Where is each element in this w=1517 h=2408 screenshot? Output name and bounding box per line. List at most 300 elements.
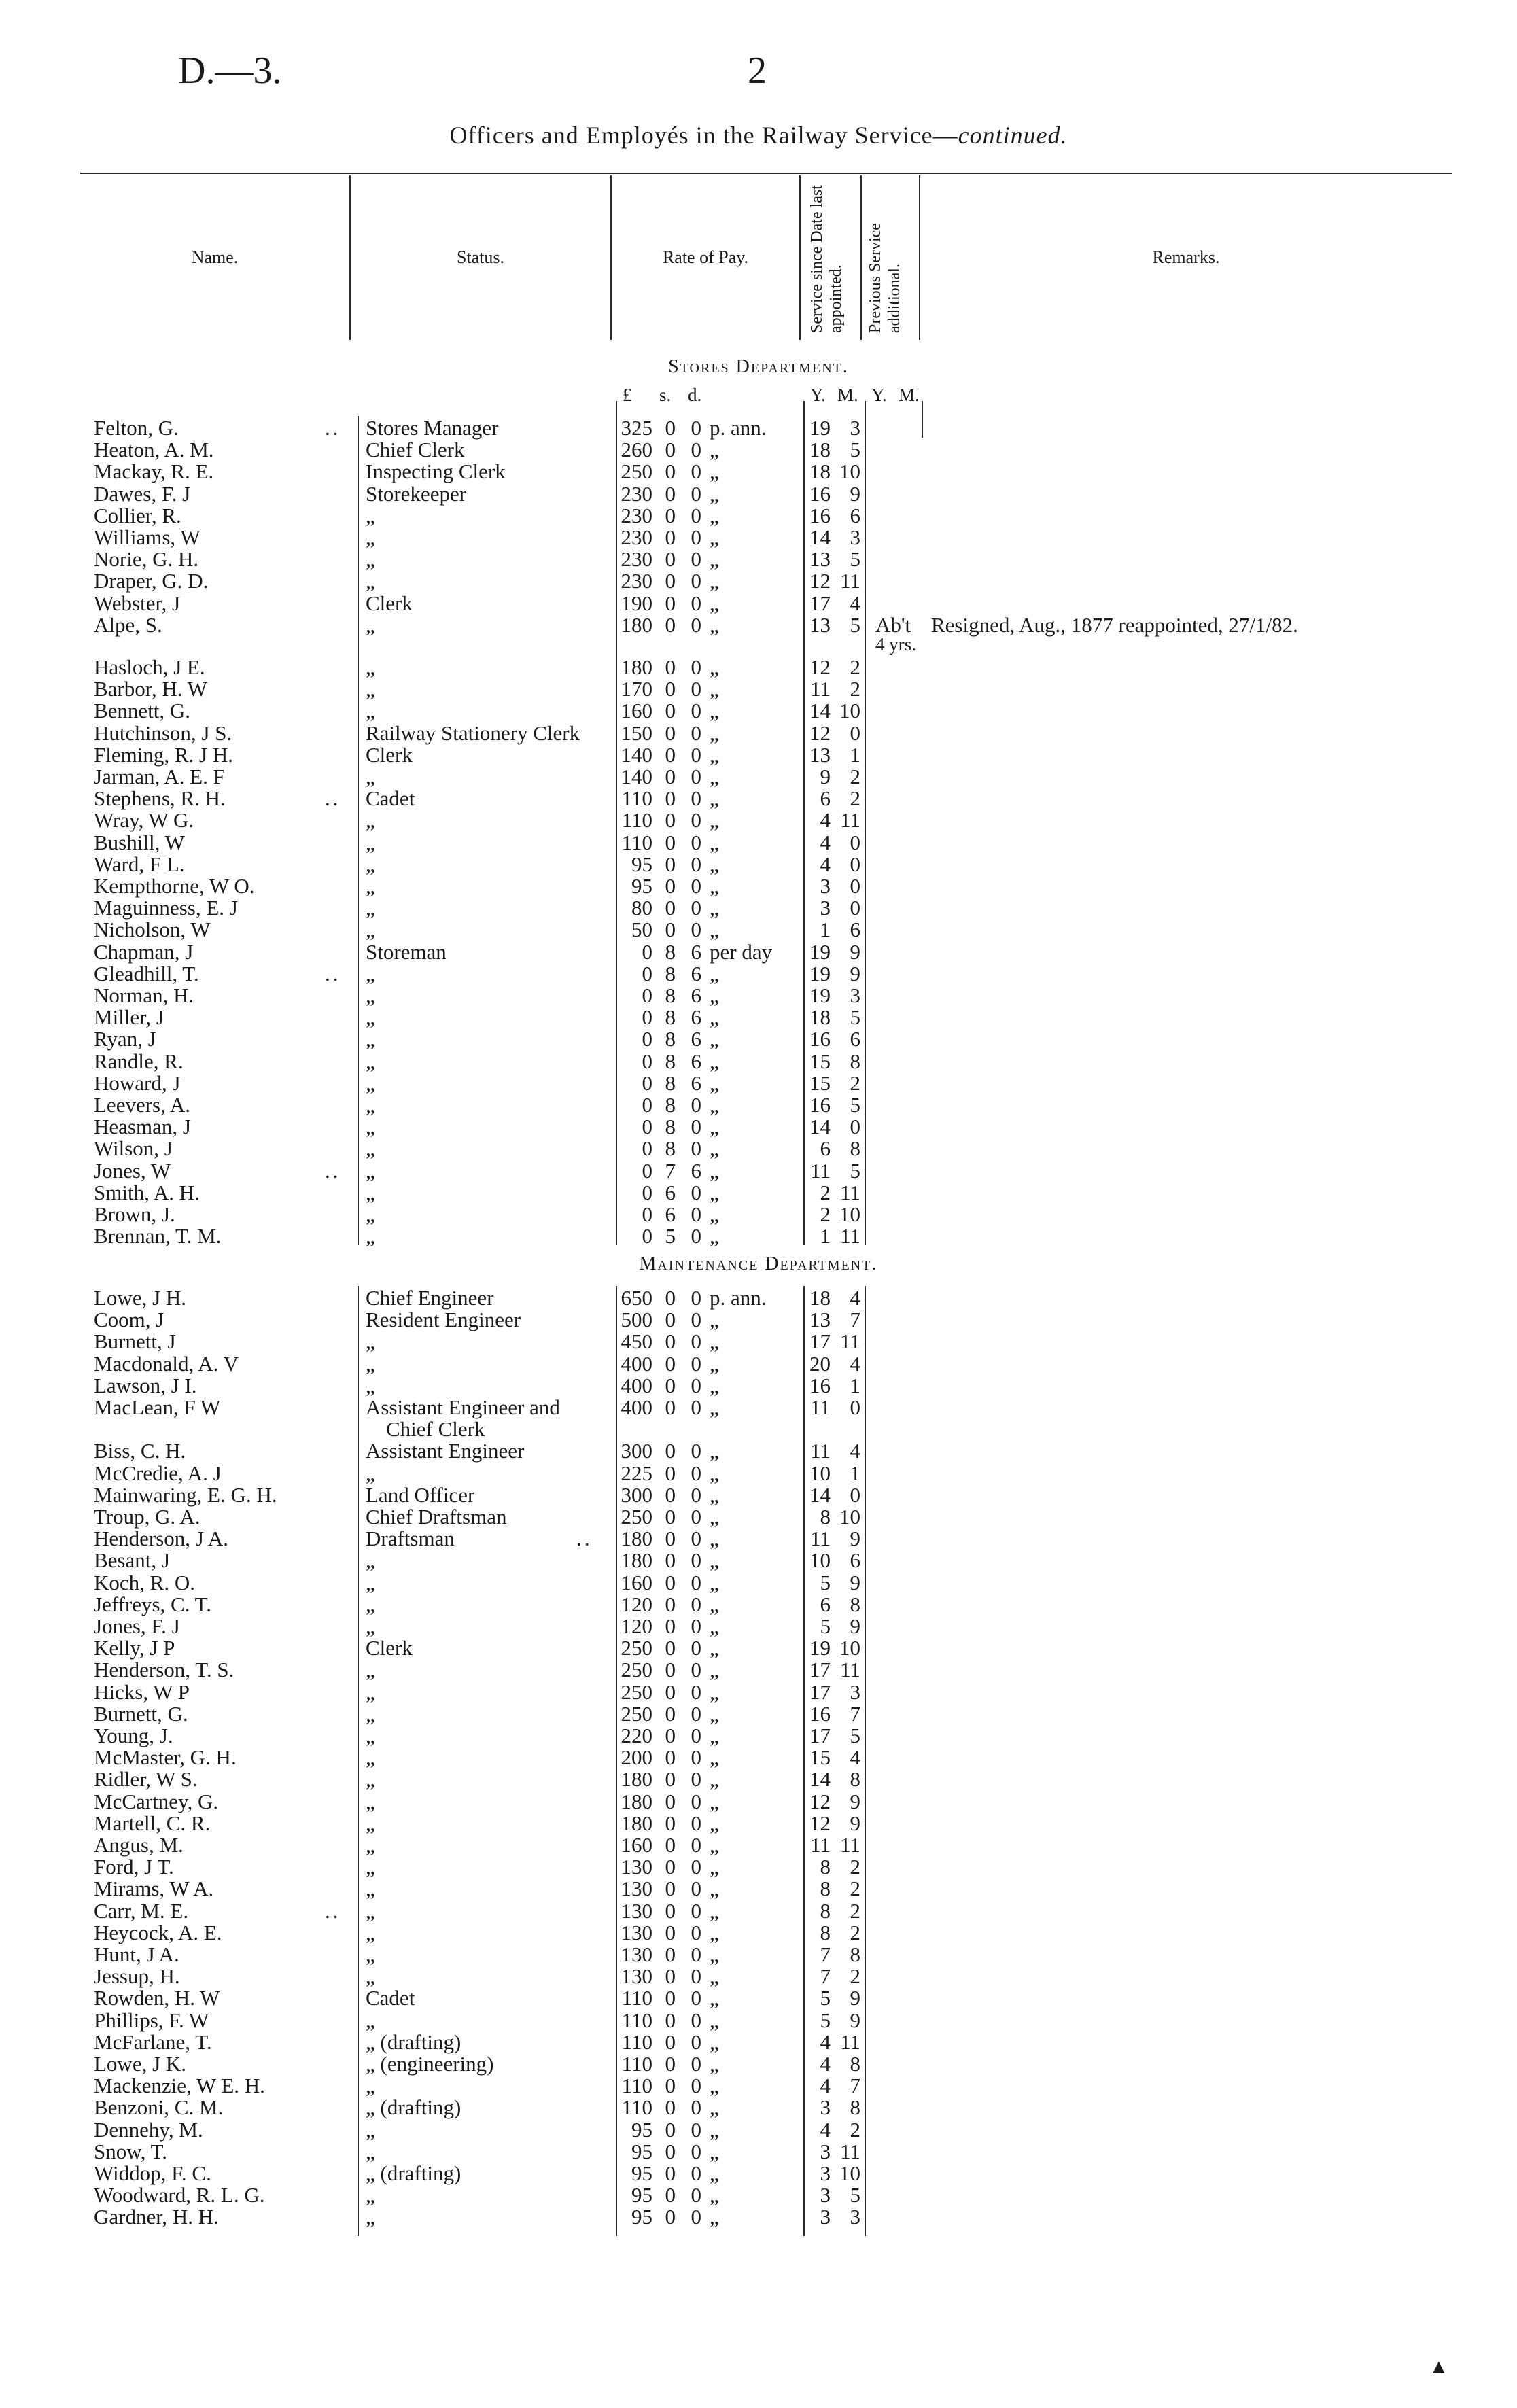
pay-pounds: 250 xyxy=(621,1636,652,1660)
pay-pence: 0 xyxy=(691,1767,701,1792)
service-years: 5 xyxy=(820,2008,831,2032)
employee-name: Lowe, J H. xyxy=(94,1286,187,1310)
pay-pence: 0 xyxy=(691,1482,701,1507)
service-years: 11 xyxy=(810,1439,831,1463)
table-row xyxy=(0,2184,1517,2206)
table-row xyxy=(0,1550,1517,1571)
table-row xyxy=(0,1747,1517,1768)
pay-pounds: 400 xyxy=(621,1395,652,1419)
pay-shillings: 0 xyxy=(665,1811,676,1835)
service-months: 0 xyxy=(850,1395,860,1419)
service-years: 2 xyxy=(820,1180,831,1204)
pay-shillings: 0 xyxy=(665,1286,676,1310)
status-text: „ xyxy=(366,1811,375,1835)
pay-pounds: 250 xyxy=(621,1658,652,1682)
pay-pence: 0 xyxy=(691,896,701,920)
pay-period: „ xyxy=(710,918,719,942)
pay-pounds: 130 xyxy=(621,1964,652,1989)
pay-shillings: 0 xyxy=(665,786,676,811)
pay-pence: 0 xyxy=(691,2117,701,2142)
status-text: „ xyxy=(366,2139,375,2163)
service-years: 8 xyxy=(820,1920,831,1944)
service-months: 10 xyxy=(839,699,860,723)
pay-pence: 0 xyxy=(691,720,701,745)
status-text: „ xyxy=(366,1833,375,1857)
service-years: 14 xyxy=(809,525,831,549)
service-years: 19 xyxy=(809,939,831,964)
service-months: 9 xyxy=(850,1614,860,1638)
pay-pounds: 130 xyxy=(621,1942,652,1966)
pay-shillings: 8 xyxy=(665,983,676,1007)
pay-shillings: 0 xyxy=(665,1724,676,1747)
status-text: „ xyxy=(366,1351,375,1376)
pay-period: „ xyxy=(710,1027,719,1051)
service-years: 4 xyxy=(820,2074,831,2098)
status-text: „ (engineering) xyxy=(366,2052,494,2076)
table-row xyxy=(0,483,1517,505)
pay-pence: 0 xyxy=(691,1964,701,1989)
pay-shillings: 0 xyxy=(665,765,676,788)
employee-name: Phillips, F. W xyxy=(94,2008,209,2032)
pay-shillings: 0 xyxy=(665,459,676,484)
status-text: „ xyxy=(366,1855,375,1879)
pay-period: „ xyxy=(710,1005,719,1030)
pay-pence: 0 xyxy=(691,1093,701,1117)
pay-pounds: 130 xyxy=(621,1898,652,1923)
pay-pence: 0 xyxy=(691,1202,701,1226)
table-row xyxy=(0,1463,1517,1484)
pay-pounds: 220 xyxy=(621,1724,652,1747)
pay-pence: 0 xyxy=(691,2095,701,2120)
pay-shillings: 0 xyxy=(665,525,676,549)
pay-shillings: 0 xyxy=(665,569,676,593)
service-years: 8 xyxy=(820,1877,831,1901)
pay-shillings: 0 xyxy=(665,1920,676,1944)
status-text: Assistant Engineer and xyxy=(366,1395,560,1419)
pay-pence: 0 xyxy=(691,1745,701,1770)
status-text: Chief Clerk xyxy=(386,1417,485,1442)
table-row xyxy=(0,1659,1517,1681)
status-text: „ (drafting) xyxy=(366,2161,461,2185)
pay-pence: 0 xyxy=(691,1789,701,1813)
pay-pence: 0 xyxy=(691,1308,701,1332)
service-months: 5 xyxy=(850,438,860,462)
pay-period: „ xyxy=(710,1986,719,2010)
employee-name: Dennehy, M. xyxy=(94,2117,203,2142)
status-text: Clerk xyxy=(366,1636,413,1660)
column-header-remarks: Remarks. xyxy=(1152,247,1220,267)
pay-shillings: 0 xyxy=(665,416,676,440)
pay-pounds: 230 xyxy=(621,569,652,593)
service-years: 5 xyxy=(820,1570,831,1594)
employee-name: Benzoni, C. M. xyxy=(94,2095,224,2120)
service-years: 11 xyxy=(810,1526,831,1551)
pay-shillings: 0 xyxy=(665,808,676,833)
pay-shillings: 0 xyxy=(665,1351,676,1376)
pay-pence: 6 xyxy=(691,1005,701,1030)
pay-pence: 0 xyxy=(691,830,701,854)
pay-shillings: 0 xyxy=(665,1482,676,1507)
pay-shillings: 0 xyxy=(665,2117,676,2142)
column-header-previous: Previous Service additional. xyxy=(867,223,903,333)
table-row xyxy=(0,788,1517,809)
pay-pounds: 250 xyxy=(621,1679,652,1704)
pay-pence: 0 xyxy=(691,1811,701,1835)
pay-shillings: 0 xyxy=(665,2052,676,2076)
status-text: „ xyxy=(366,1070,375,1095)
service-years: 3 xyxy=(820,2139,831,2163)
service-years: 6 xyxy=(820,1136,831,1161)
service-years: 19 xyxy=(809,416,831,440)
service-months: 11 xyxy=(840,2029,860,2054)
pay-pounds: 95 xyxy=(631,874,652,898)
pay-pence: 0 xyxy=(691,1833,701,1857)
pay-shillings: 0 xyxy=(665,1505,676,1529)
pay-pounds: 180 xyxy=(621,1526,652,1551)
service-years: 16 xyxy=(809,1701,831,1726)
pay-period: „ xyxy=(710,1158,719,1183)
service-months: 11 xyxy=(840,1658,860,1682)
service-months: 11 xyxy=(840,1329,860,1354)
table-row xyxy=(0,875,1517,897)
status-text: Land Officer xyxy=(366,1482,475,1507)
status-text: „ xyxy=(366,655,375,679)
service-years: 12 xyxy=(809,720,831,745)
service-months: 10 xyxy=(839,459,860,484)
pay-pounds: 110 xyxy=(621,2029,652,2054)
service-months: 8 xyxy=(850,1942,860,1966)
pay-period: „ xyxy=(710,2052,719,2076)
pay-pounds: 50 xyxy=(631,918,652,942)
table-top-rule xyxy=(80,173,1452,174)
service-years: 4 xyxy=(820,2117,831,2142)
pay-shillings: 8 xyxy=(665,1049,676,1073)
pay-shillings: 0 xyxy=(665,1767,676,1792)
status-text: Cadet xyxy=(366,1986,415,2010)
pay-period: „ xyxy=(710,1395,719,1419)
service-months: 0 xyxy=(850,830,860,854)
column-header-status: Status. xyxy=(456,247,505,267)
leader-dots: .. xyxy=(576,1526,593,1551)
unit-years: Y. xyxy=(810,385,826,405)
pay-pence: 0 xyxy=(691,1942,701,1966)
table-row xyxy=(0,2031,1517,2053)
pay-period: „ xyxy=(710,2139,719,2163)
pay-pounds: 650 xyxy=(621,1286,652,1310)
service-months: 3 xyxy=(850,525,860,549)
service-years: 8 xyxy=(820,1505,831,1529)
table-row xyxy=(0,766,1517,788)
employee-name: Bennett, G. xyxy=(94,699,191,723)
table-row xyxy=(0,985,1517,1007)
status-text: „ xyxy=(366,1614,375,1638)
pay-period: „ xyxy=(710,1505,719,1529)
pay-shillings: 0 xyxy=(665,1308,676,1332)
leader-dots: .. xyxy=(325,416,341,440)
table-row xyxy=(0,2206,1517,2228)
pay-period: „ xyxy=(710,2074,719,2098)
pay-shillings: 0 xyxy=(665,1942,676,1966)
printer-mark: ▲ xyxy=(1429,2356,1449,2378)
service-months: 8 xyxy=(850,2052,860,2076)
pay-pounds: 180 xyxy=(621,1789,652,1813)
status-text: Cadet xyxy=(366,786,415,811)
status-text: „ xyxy=(366,1049,375,1073)
pay-period: „ xyxy=(710,1049,719,1073)
service-months: 11 xyxy=(840,2139,860,2163)
pay-shillings: 0 xyxy=(665,1636,676,1660)
pay-pence: 0 xyxy=(691,1679,701,1704)
pay-shillings: 0 xyxy=(665,481,676,506)
employee-name: McCartney, G. xyxy=(94,1789,219,1813)
pay-period: „ xyxy=(710,1942,719,1966)
unit-prev-years: Y. xyxy=(871,385,887,405)
employee-name: Norie, G. H. xyxy=(94,547,199,572)
pay-period: „ xyxy=(710,1070,719,1095)
pay-pounds: 0 xyxy=(642,1180,652,1204)
service-months: 6 xyxy=(850,1027,860,1051)
status-text: „ xyxy=(366,2117,375,2142)
table-row xyxy=(0,1616,1517,1637)
pay-period: „ xyxy=(710,503,719,527)
table-row xyxy=(0,1572,1517,1594)
pay-shillings: 0 xyxy=(665,1964,676,1989)
pay-shillings: 8 xyxy=(665,1027,676,1051)
pay-period: „ xyxy=(710,1614,719,1638)
pay-shillings: 0 xyxy=(665,699,676,723)
pay-pence: 0 xyxy=(691,1439,701,1463)
service-years: 4 xyxy=(820,2029,831,2054)
pay-pounds: 450 xyxy=(621,1329,652,1354)
pay-shillings: 0 xyxy=(665,874,676,898)
pay-shillings: 8 xyxy=(665,1136,676,1161)
pay-period: „ xyxy=(710,1898,719,1923)
service-years: 4 xyxy=(820,830,831,854)
table-row-continuation xyxy=(0,633,1517,655)
status-text: „ xyxy=(366,1115,375,1139)
service-months: 8 xyxy=(850,1136,860,1161)
status-text: „ xyxy=(366,2205,375,2229)
pay-pounds: 0 xyxy=(642,939,652,964)
employee-name: Angus, M. xyxy=(94,1833,184,1857)
service-years: 18 xyxy=(809,1005,831,1030)
pay-pounds: 0 xyxy=(642,1049,652,1073)
table-row xyxy=(0,1594,1517,1616)
pay-shillings: 0 xyxy=(665,1898,676,1923)
pay-pence: 0 xyxy=(691,1373,701,1397)
table-row xyxy=(0,593,1517,614)
pay-shillings: 0 xyxy=(665,742,676,767)
status-text: „ xyxy=(366,569,375,593)
service-months: 9 xyxy=(850,1789,860,1813)
service-months: 5 xyxy=(850,612,860,637)
pay-pounds: 260 xyxy=(621,438,652,462)
employee-name: Heaton, A. M. xyxy=(94,438,214,462)
status-text: „ xyxy=(366,1224,375,1249)
table-row xyxy=(0,1506,1517,1528)
service-years: 17 xyxy=(809,1724,831,1747)
table-row xyxy=(0,919,1517,941)
pay-pounds: 130 xyxy=(621,1920,652,1944)
pay-pence: 0 xyxy=(691,2205,701,2229)
pay-pence: 0 xyxy=(691,742,701,767)
pay-period: „ xyxy=(710,1115,719,1139)
pay-shillings: 0 xyxy=(665,1373,676,1397)
table-row xyxy=(0,1182,1517,1204)
service-months: 3 xyxy=(850,416,860,440)
service-years: 3 xyxy=(820,2183,831,2208)
unit-shillings: s. xyxy=(659,385,672,405)
table-row xyxy=(0,1353,1517,1375)
pay-shillings: 0 xyxy=(665,720,676,745)
status-text: Chief Clerk xyxy=(366,438,465,462)
pay-period: „ xyxy=(710,830,719,854)
pay-period: „ xyxy=(710,525,719,549)
service-years: 18 xyxy=(809,1286,831,1310)
pay-shillings: 0 xyxy=(665,1679,676,1704)
pay-pence: 0 xyxy=(691,1877,701,1901)
status-text: Clerk xyxy=(366,591,413,615)
pay-period: „ xyxy=(710,961,719,985)
employee-name: Maguinness, E. J xyxy=(94,896,238,920)
service-years: 7 xyxy=(820,1964,831,1989)
column-divider xyxy=(799,175,801,340)
pay-pence: 0 xyxy=(691,2161,701,2185)
pay-pence: 0 xyxy=(691,612,701,637)
service-years: 6 xyxy=(820,786,831,811)
service-years: 18 xyxy=(809,438,831,462)
pay-period: „ xyxy=(710,2095,719,2120)
pay-pounds: 120 xyxy=(621,1592,652,1616)
pay-pounds: 250 xyxy=(621,1505,652,1529)
status-text: „ xyxy=(366,1679,375,1704)
employee-name: Miller, J xyxy=(94,1005,164,1030)
status-text: Clerk xyxy=(366,742,413,767)
remarks-text: Resigned, Aug., 1877 reappointed, 27/1/82. xyxy=(931,612,1298,637)
service-months: 2 xyxy=(850,677,860,701)
employee-name: Hasloch, J E. xyxy=(94,655,205,679)
employee-name: Kempthorne, W O. xyxy=(94,874,255,898)
status-text: Chief Engineer xyxy=(366,1286,494,1310)
employee-name: Gardner, H. H. xyxy=(94,2205,219,2229)
service-years: 16 xyxy=(809,481,831,506)
pay-pounds: 160 xyxy=(621,699,652,723)
pay-shillings: 0 xyxy=(665,852,676,876)
status-text: „ xyxy=(366,1027,375,1051)
pay-pence: 0 xyxy=(691,1351,701,1376)
pay-pounds: 0 xyxy=(642,1005,652,1030)
table-row xyxy=(0,1791,1517,1813)
pay-period: „ xyxy=(710,1920,719,1944)
service-months: 4 xyxy=(850,591,860,615)
pay-pounds: 110 xyxy=(621,786,652,811)
table-row xyxy=(0,1725,1517,1747)
status-text: „ xyxy=(366,2183,375,2208)
service-years: 10 xyxy=(809,1548,831,1573)
pay-pence: 0 xyxy=(691,1855,701,1879)
pay-pence: 0 xyxy=(691,1592,701,1616)
pay-pounds: 180 xyxy=(621,1767,652,1792)
pay-period: „ xyxy=(710,655,719,679)
employee-name: Hicks, W P xyxy=(94,1679,190,1704)
employee-name: Besant, J xyxy=(94,1548,170,1573)
pay-pence: 6 xyxy=(691,1070,701,1095)
service-months: 8 xyxy=(850,1592,860,1616)
pay-shillings: 0 xyxy=(665,2074,676,2098)
pay-period: „ xyxy=(710,1482,719,1507)
pay-pounds: 180 xyxy=(621,1548,652,1573)
pay-period: „ xyxy=(710,1855,719,1879)
employee-name: Coom, J xyxy=(94,1308,164,1332)
pay-period: per day xyxy=(710,939,773,964)
unit-months: M. xyxy=(837,385,858,405)
service-months: 0 xyxy=(850,720,860,745)
status-text: „ (drafting) xyxy=(366,2095,461,2120)
service-years: 11 xyxy=(810,1395,831,1419)
pay-shillings: 8 xyxy=(665,939,676,964)
employee-name: Mirams, W A. xyxy=(94,1877,214,1901)
table-row xyxy=(0,941,1517,963)
status-text: „ xyxy=(366,1570,375,1594)
status-text: „ xyxy=(366,2008,375,2032)
pay-pence: 0 xyxy=(691,1570,701,1594)
table-row xyxy=(0,1966,1517,1987)
service-years: 3 xyxy=(820,2205,831,2229)
pay-period: „ xyxy=(710,1526,719,1551)
service-months: 6 xyxy=(850,1548,860,1573)
pay-shillings: 0 xyxy=(665,2183,676,2208)
employee-name: Brennan, T. M. xyxy=(94,1224,222,1249)
service-years: 13 xyxy=(809,612,831,637)
pay-shillings: 0 xyxy=(665,612,676,637)
service-months: 4 xyxy=(850,1439,860,1463)
table-row xyxy=(0,1834,1517,1856)
pay-shillings: 6 xyxy=(665,1180,676,1204)
service-years: 6 xyxy=(820,1592,831,1616)
pay-pounds: 95 xyxy=(631,2205,652,2229)
service-months: 9 xyxy=(850,1526,860,1551)
pay-pounds: 0 xyxy=(642,1136,652,1161)
pay-pounds: 110 xyxy=(621,2052,652,2076)
pay-period: „ xyxy=(710,786,719,811)
pay-shillings: 6 xyxy=(665,1202,676,1226)
employee-name: Barbor, H. W xyxy=(94,677,207,701)
service-months: 5 xyxy=(850,1005,860,1030)
service-years: 17 xyxy=(809,1658,831,1682)
service-months: 11 xyxy=(840,1224,860,1249)
service-years: 3 xyxy=(820,2161,831,2185)
employee-name: Hutchinson, J S. xyxy=(94,720,232,745)
service-years: 2 xyxy=(820,1202,831,1226)
employee-name: MacLean, F W xyxy=(94,1395,221,1419)
service-years: 12 xyxy=(809,1789,831,1813)
table-row xyxy=(0,832,1517,854)
pay-pence: 0 xyxy=(691,1701,701,1726)
table-row-continuation xyxy=(0,1418,1517,1440)
pay-pence: 0 xyxy=(691,1395,701,1419)
pay-pence: 0 xyxy=(691,1180,701,1204)
status-text: „ xyxy=(366,1920,375,1944)
service-years: 16 xyxy=(809,1027,831,1051)
table-row xyxy=(0,2119,1517,2141)
table-row xyxy=(0,1484,1517,1506)
service-months: 4 xyxy=(850,1286,860,1310)
pay-shillings: 0 xyxy=(665,896,676,920)
employee-name: Ford, J T. xyxy=(94,1855,174,1879)
table-row xyxy=(0,1856,1517,1878)
service-years: 13 xyxy=(809,547,831,572)
unit-pounds: £ xyxy=(623,385,632,405)
